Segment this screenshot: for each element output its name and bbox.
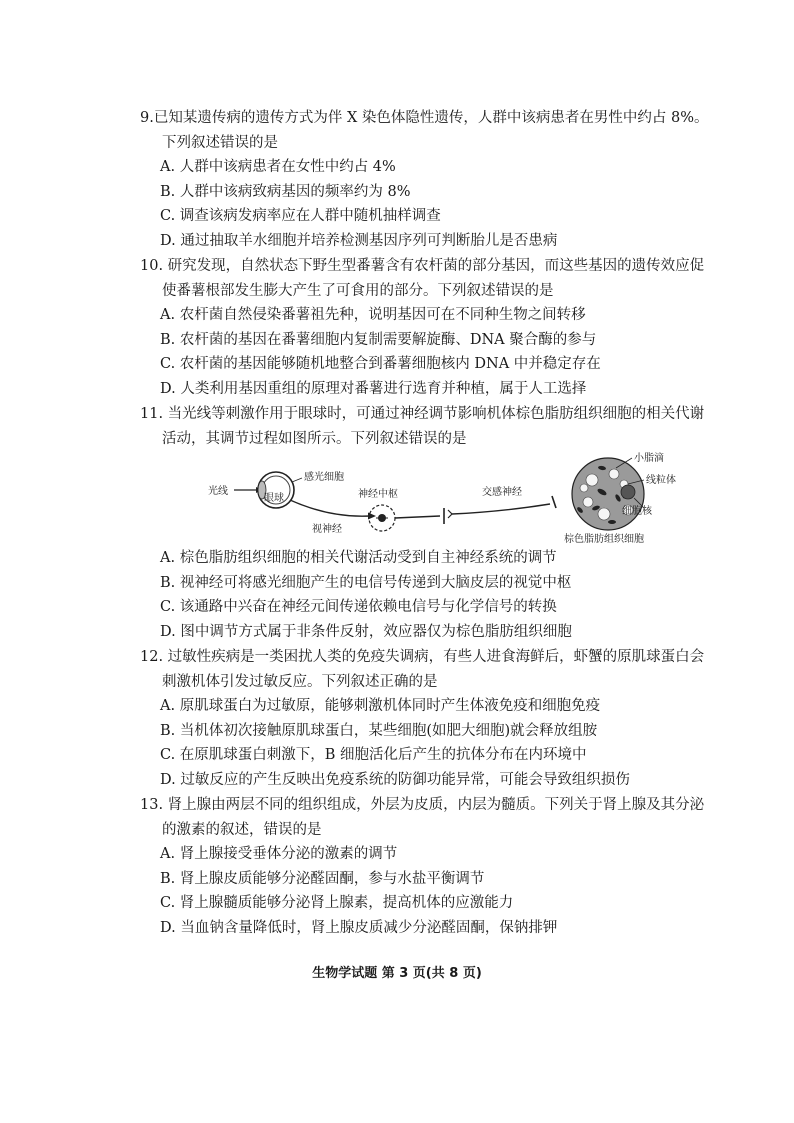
option-c: C. 肾上腺髓质能够分泌肾上腺素，提高机体的应激能力 xyxy=(160,895,514,912)
question-11 xyxy=(140,402,780,451)
question-stem-line: 13. 肾上腺由两层不同的组织组成，外层为皮质，内层为髓质。下列关于肾上腺及其分泌 xyxy=(140,797,705,813)
question-stem-line: 10. 研究发现，自然状态下野生型番薯含有农杆菌的部分基因，而这些基因的遗传效应促 xyxy=(140,258,705,274)
label-mitochondria: 线粒体 xyxy=(646,475,676,486)
question-stem-line: 下列叙述错误的是 xyxy=(162,134,278,151)
brown-fat-cell-icon xyxy=(572,458,644,530)
option-b: B. 视神经可将感光细胞产生的电信号传递到大脑皮层的视觉中枢 xyxy=(160,574,572,591)
option-d: D. 通过抽取羊水细胞并培养检测基因序列可判断胎儿是否患病 xyxy=(160,232,558,249)
question-13 xyxy=(140,793,780,941)
question-12 xyxy=(140,645,780,793)
label-light: 光线 xyxy=(208,486,228,497)
option-c: C. 该通路中兴奋在神经元间传递依赖电信号与化学信号的转换 xyxy=(160,599,557,616)
option-a: A. 棕色脂肪组织细胞的相关代谢活动受到自主神经系统的调节 xyxy=(160,550,557,566)
question-stem-line: 刺激机体引发过敏反应。下列叙述正确的是 xyxy=(162,673,438,690)
question-9 xyxy=(140,106,780,254)
option-d: D. 当血钠含量降低时，肾上腺皮质减少分泌醛固酮，保钠排钾 xyxy=(160,919,558,936)
label-nerve-center: 神经中枢 xyxy=(358,489,398,500)
label-lipid-droplet: 小脂滴 xyxy=(634,453,664,464)
option-a: A. 人群中该病患者在女性中约占 4% xyxy=(160,159,396,176)
question-10 xyxy=(140,254,780,402)
label-sympathetic-nerve: 交感神经 xyxy=(482,487,522,498)
question-stem-line: 12. 过敏性疾病是一类困扰人类的免疫失调病，有些人进食海鲜后，虾蟹的原肌球蛋白会 xyxy=(140,649,705,665)
page-footer: 生物学试题 第 3 页(共 8 页) xyxy=(312,966,482,981)
question-stem-line: 11. 当光线等刺激作用于眼球时，可通过神经调节影响机体棕色脂肪组织细胞的相关代谢 xyxy=(140,406,705,422)
question-stem-line: 的激素的叙述，错误的是 xyxy=(162,821,322,838)
option-b: B. 人群中该病致病基因的频率约为 8% xyxy=(160,183,411,200)
label-optic-nerve: 视神经 xyxy=(312,524,342,535)
option-a: A. 肾上腺接受垂体分泌的激素的调节 xyxy=(160,846,398,863)
regulation-diagram xyxy=(200,452,676,545)
option-b: B. 当机体初次接触原肌球蛋白，某些细胞(如肥大细胞)就会释放组胺 xyxy=(160,722,598,739)
option-b: B. 肾上腺皮质能够分泌醛固酮，参与水盐平衡调节 xyxy=(160,870,485,887)
question-stem-line: 使番薯根部发生膨大产生了可食用的部分。下列叙述错误的是 xyxy=(162,282,554,299)
option-c: C. 调查该病发病率应在人群中随机抽样调查 xyxy=(160,208,441,225)
question-11-options xyxy=(140,546,780,644)
option-a: A. 农杆菌自然侵染番薯祖先种，说明基因可在不同种生物之间转移 xyxy=(160,307,586,324)
option-d: D. 图中调节方式属于非条件反射，效应器仅为棕色脂肪组织细胞 xyxy=(160,623,572,640)
label-photoreceptor: 感光细胞 xyxy=(304,472,344,483)
label-nucleus: 细胞核 xyxy=(622,506,652,517)
label-brown-fat-cell: 棕色脂肪组织细胞 xyxy=(564,534,644,545)
option-c: C. 在原肌球蛋白刺激下，B 细胞活化后产生的抗体分布在内环境中 xyxy=(160,747,587,764)
option-c: C. 农杆菌的基因能够随机地整合到番薯细胞核内 DNA 中并稳定存在 xyxy=(160,356,601,373)
option-b: B. 农杆菌的基因在番薯细胞内复制需要解旋酶、DNA 聚合酶的参与 xyxy=(160,331,597,348)
option-d: D. 过敏反应的产生反映出免疫系统的防御功能异常，可能会导致组织损伤 xyxy=(160,771,630,788)
option-a: A. 原肌球蛋白为过敏原，能够刺激机体同时产生体液免疫和细胞免疫 xyxy=(160,698,601,715)
option-d: D. 人类利用基因重组的原理对番薯进行选育并种植，属于人工选择 xyxy=(160,380,587,397)
label-eyeball: 眼球 xyxy=(264,493,284,504)
question-stem-line: 9.已知某遗传病的遗传方式为伴 X 染色体隐性遗传，人群中该病患者在男性中约占 8%。 xyxy=(140,110,709,126)
question-stem-line: 活动，其调节过程如图所示。下列叙述错误的是 xyxy=(162,430,467,447)
